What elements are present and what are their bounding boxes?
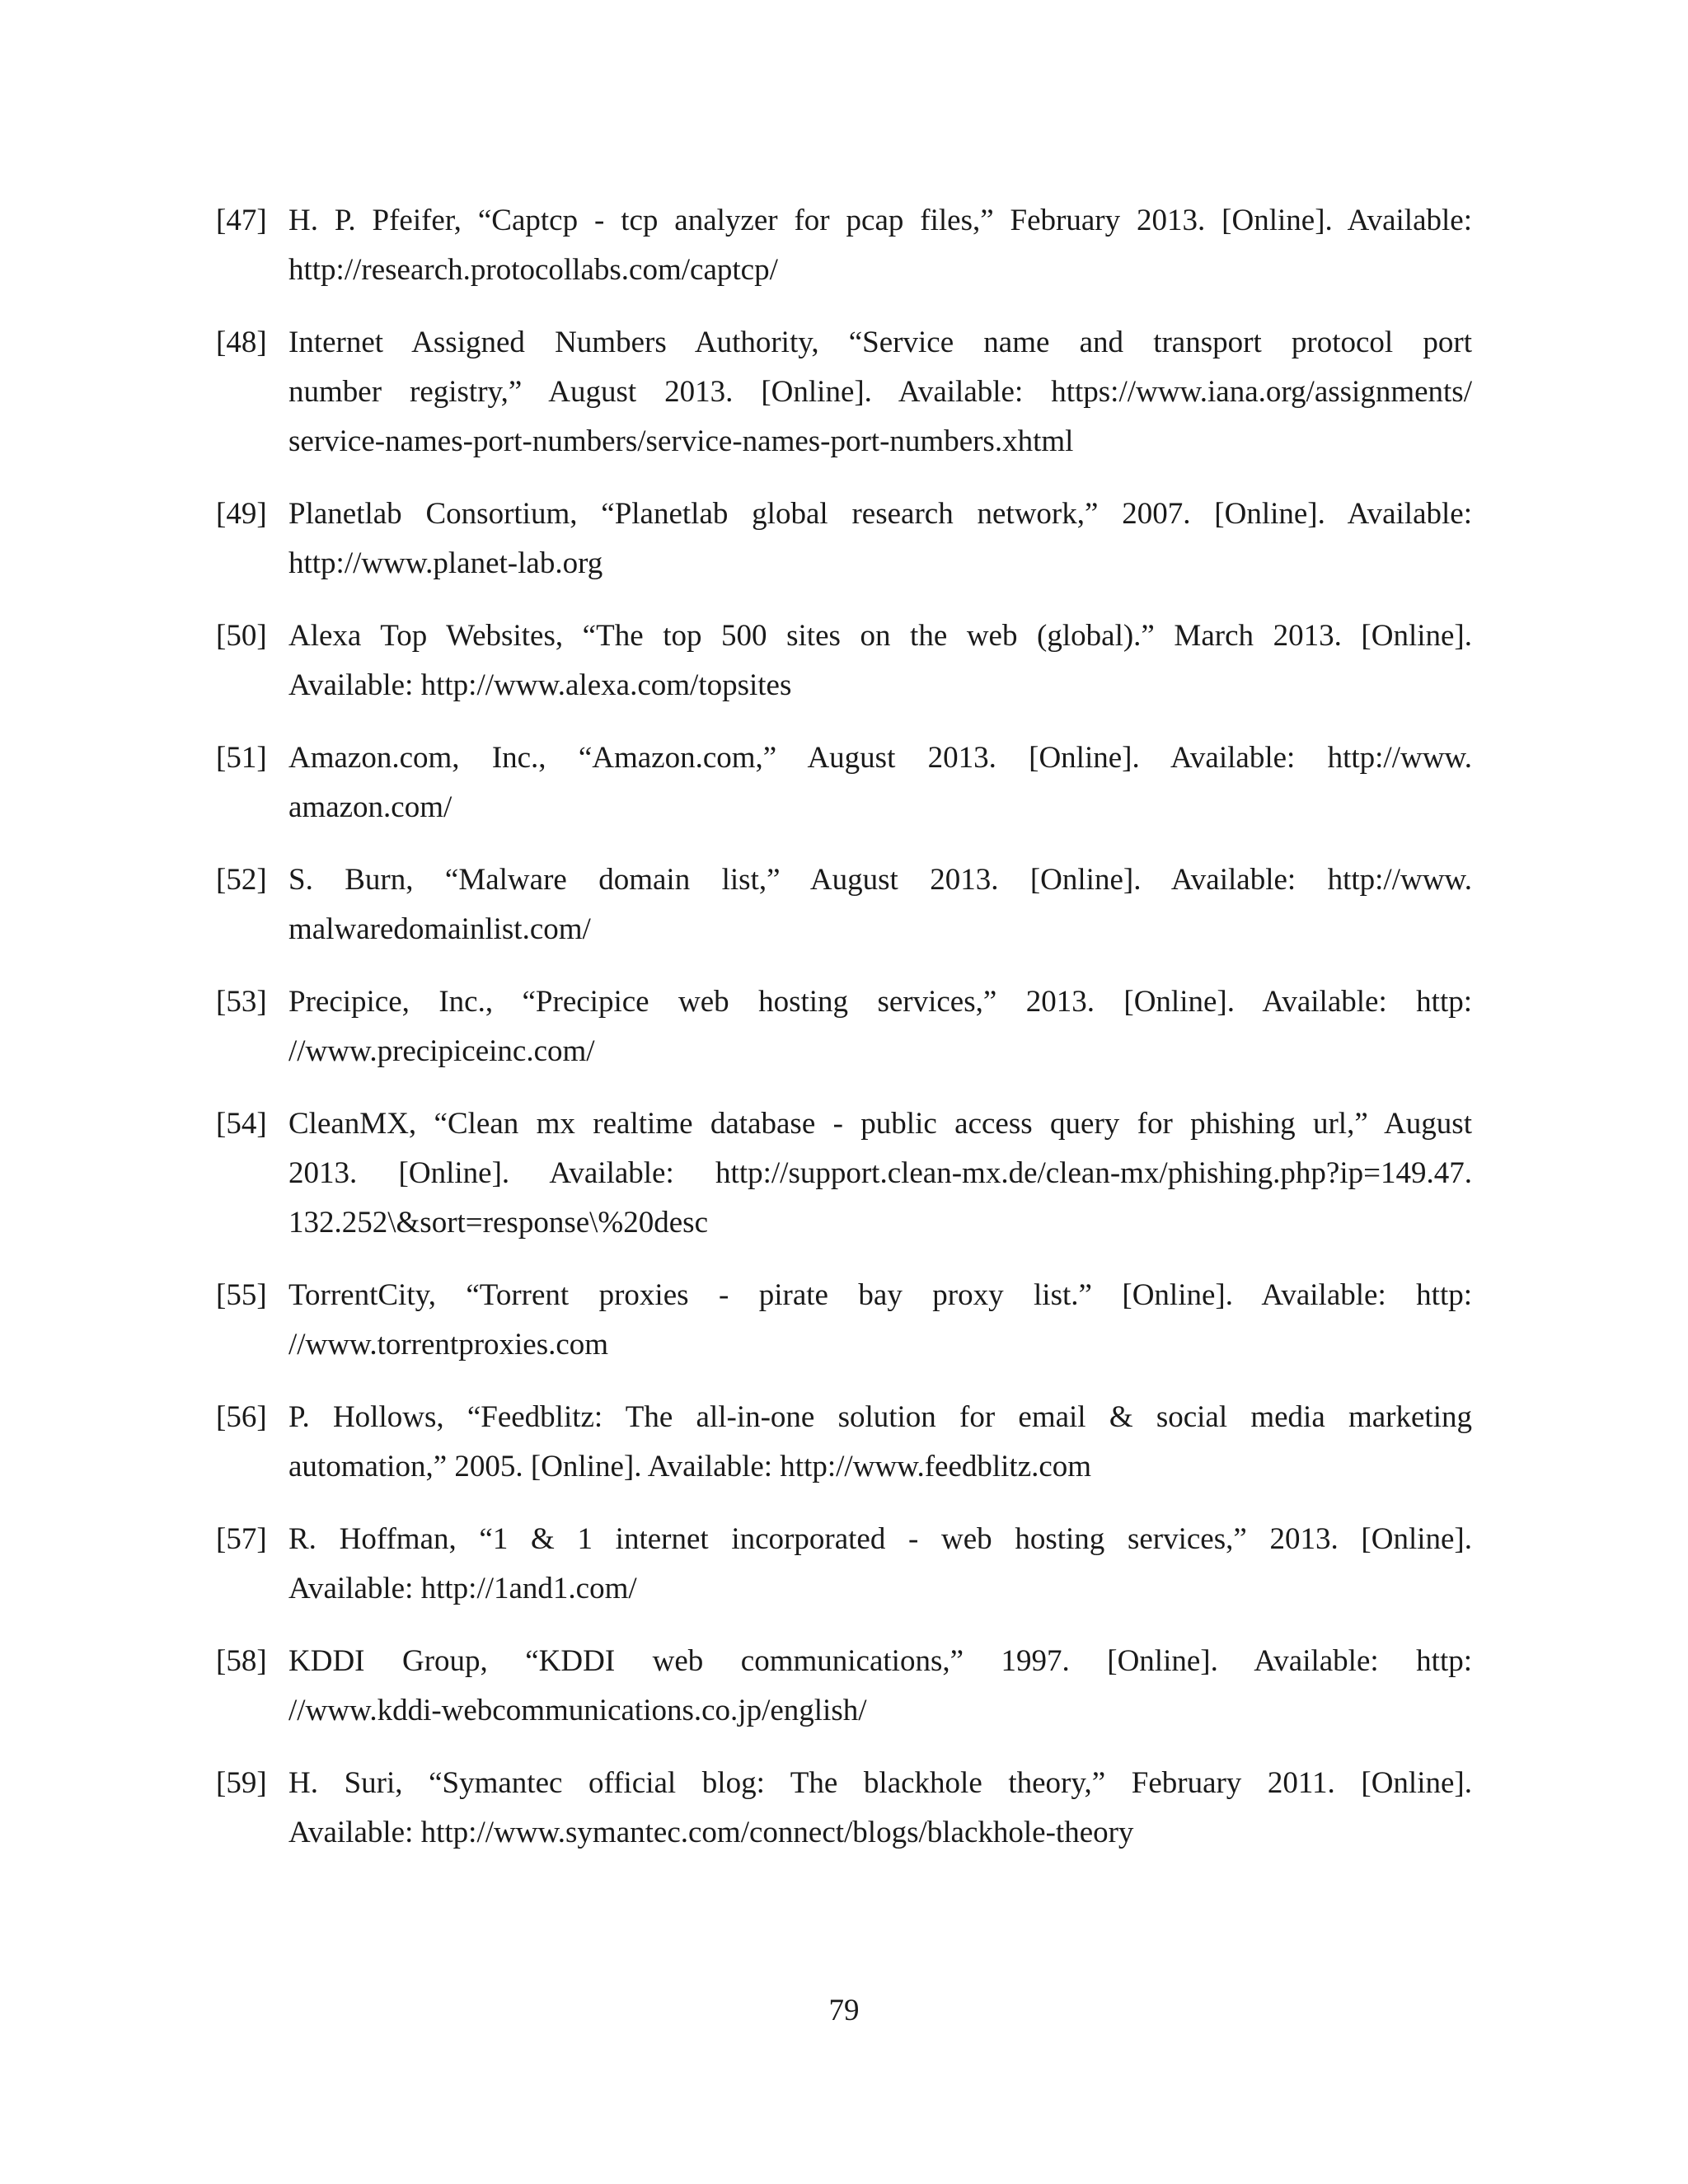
reference-text-line: Available: http://1and1.com/ [288, 1572, 637, 1605]
reference-text-line: 2013. [Online]. Available: http://support.clean-mx.de/clean-mx/phishing.php?ip=149.47. [288, 1156, 1472, 1190]
reference-number: [59] [216, 1766, 267, 1800]
reference-number: [53] [216, 985, 267, 1019]
reference-number: [52] [216, 863, 267, 897]
reference-text-line: Precipice, Inc., “Precipice web hosting services,” 2013. [Online]. Available: http: [288, 985, 1472, 1019]
reference-text-line: //www.precipiceinc.com/ [288, 1034, 595, 1068]
reference-text-line: Available: http://www.alexa.com/topsites [288, 668, 792, 702]
reference-number: [57] [216, 1522, 267, 1556]
reference-text-line: Planetlab Consortium, “Planetlab global research network,” 2007. [Online]. Available: [288, 497, 1472, 531]
reference-entry [216, 612, 1472, 710]
reference-entry [216, 1393, 1472, 1492]
reference-entry [216, 1637, 1472, 1736]
reference-entry [216, 1271, 1472, 1370]
reference-text-line: KDDI Group, “KDDI web communications,” 1997. [Online]. Available: http: [288, 1644, 1472, 1678]
reference-entry [216, 196, 1472, 295]
reference-text-line: number registry,” August 2013. [Online]. Available: https://www.iana.org/assignments/ [288, 375, 1472, 409]
reference-entry [216, 733, 1472, 832]
reference-number: [56] [216, 1400, 267, 1434]
reference-text-line: R. Hoffman, “1 & 1 internet incorporated - web hosting services,” 2013. [Online]. [288, 1522, 1472, 1556]
reference-text-line: amazon.com/ [288, 790, 452, 824]
reference-text-line: P. Hollows, “Feedblitz: The all-in-one solution for email & social media marketing [288, 1400, 1472, 1434]
reference-number: [49] [216, 497, 267, 531]
reference-number: [55] [216, 1278, 267, 1312]
reference-text-line: Alexa Top Websites, “The top 500 sites on the web (global).” March 2013. [Online]. [288, 619, 1472, 653]
reference-text-line: Amazon.com, Inc., “Amazon.com,” August 2013. [Online]. Available: http://www. [288, 741, 1472, 775]
reference-text-line: automation,” 2005. [Online]. Available: http://www.feedblitz.com [288, 1450, 1092, 1483]
reference-text-line: Internet Assigned Numbers Authority, “Service name and transport protocol port [288, 326, 1472, 359]
reference-entry [216, 1099, 1472, 1248]
reference-text-line: http://www.planet-lab.org [288, 546, 603, 580]
reference-entry [216, 318, 1472, 466]
reference-entry [216, 1515, 1472, 1614]
reference-number: [51] [216, 741, 267, 775]
page-number: 79 [828, 1994, 860, 2027]
reference-text-line: Available: http://www.symantec.com/connect/blogs/blackhole-theory [288, 1816, 1134, 1849]
reference-entry [216, 977, 1472, 1076]
reference-text-line: H. Suri, “Symantec official blog: The blackhole theory,” February 2011. [Online]. [288, 1766, 1472, 1800]
reference-number: [50] [216, 619, 267, 653]
reference-list [216, 196, 1472, 1881]
reference-entry [216, 855, 1472, 954]
reference-number: [58] [216, 1644, 267, 1678]
reference-number: [48] [216, 326, 267, 359]
reference-text-line: H. P. Pfeifer, “Captcp - tcp analyzer for pcap files,” February 2013. [Online]. Available: [288, 204, 1472, 237]
reference-text-line: S. Burn, “Malware domain list,” August 2013. [Online]. Available: http://www. [288, 863, 1472, 897]
reference-text-line: 132.252\&sort=response\%20desc [288, 1206, 708, 1240]
reference-entry [216, 1759, 1472, 1858]
reference-text-line: service-names-port-numbers/service-names-port-numbers.xhtml [288, 424, 1074, 458]
reference-number: [47] [216, 204, 267, 237]
reference-entry [216, 490, 1472, 588]
reference-text-line: TorrentCity, “Torrent proxies - pirate bay proxy list.” [Online]. Available: http: [288, 1278, 1472, 1312]
reference-text-line: http://research.protocollabs.com/captcp/ [288, 253, 778, 287]
reference-text-line: CleanMX, “Clean mx realtime database - public access query for phishing url,” August [288, 1107, 1472, 1141]
reference-number: [54] [216, 1107, 267, 1141]
reference-text-line: //www.torrentproxies.com [288, 1328, 609, 1361]
reference-text-line: malwaredomainlist.com/ [288, 912, 591, 946]
reference-text-line: //www.kddi-webcommunications.co.jp/english/ [288, 1694, 867, 1727]
